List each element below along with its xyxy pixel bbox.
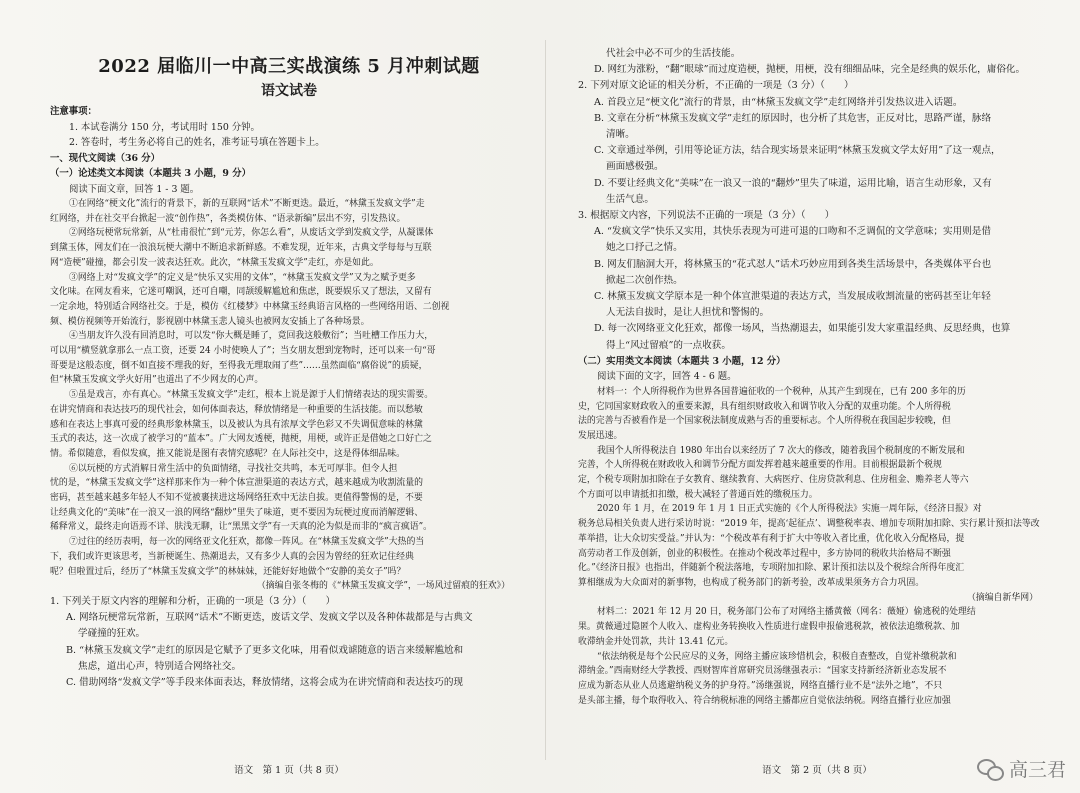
text-line: （摘编自张冬梅的《“林黛玉发疯文学”，一场风过留痕的狂欢》）: [256, 581, 510, 592]
text-line: 应成为新态从业人员逃避纳税义务的护身符。”汤继强说，网络直播行业不是“法外之地”，不只: [578, 680, 943, 691]
text-line: 材料一：个人所得税作为世界各国普遍征收的一个税种，从其产生到现在，已有 200 多年的历: [597, 386, 966, 397]
text-line: 是头部主播，每个取得收入、符合纳税标准的网络主播都应自觉依法纳税。网络直播行业应加强: [578, 695, 951, 706]
text-line: 注意事项：: [50, 106, 97, 117]
text-line: 玉式的表达，这一次成了被学习的“蓝本”。广大网友透梗，抛梗，用梗，或许正是借她之口好亡之: [50, 434, 432, 445]
text-line: 个方面可以申请抵扣扣缴，极大减轻了普通百姓的缴税压力。: [578, 489, 818, 500]
text-line: 她之口抒己之情。: [606, 242, 683, 254]
right-column-text: [578, 46, 1056, 708]
text-line: 焦虑，道出心声，特别适合网络社交。: [78, 660, 242, 672]
text-line: （二）实用类文本阅读（本题共 3 小题，12 分）: [578, 355, 786, 367]
watermark-text: 高三君: [1008, 758, 1066, 781]
text-line: 算相继成为大众面对的新事物，也构成了税务部门的新考验，改革成果须务方合力巩固。: [578, 578, 925, 588]
text-line: 感和在表达上事真可爱的经典形象林黛玉，以及被认为具有浓厚文学色彩又不失调侃意味的林黛: [50, 419, 423, 430]
text-line: 2. 答卷时，考生务必将自己的姓名，准考证号填在答题卡上。: [69, 137, 325, 148]
text-line: 一、现代文阅读（36 分）: [50, 152, 161, 164]
text-line: 稀释常义，最终走向语焉不详、肤浅无聊，让“黑黑文学”有一天真的沦为似是而非的“疯言疯语”。: [50, 522, 433, 533]
exam-subtitle: 语文试卷: [261, 83, 317, 99]
text-line: ⑥以玩梗的方式消解日常生活中的负面情绪，寻找社交共鸣，本无可厚非。但令人担: [69, 463, 398, 474]
text-line: C. 林黛玉发疯文学原本是一种个体宣泄渠道的表达方式，当发展成收割流量的密码甚至让年轻: [594, 291, 991, 303]
wechat-icon: [977, 757, 1003, 779]
text-line: A. 网络玩梗常玩常新，互联网“话术”不断更迭，废话文学、发疯文学以及各种体裁都是与古典文: [66, 612, 473, 624]
text-line: 果。黄薇通过隐匿个人收入、虚构业务转换收入性质进行虚假申报偷逃税款，被依法追缴税款、加: [578, 622, 960, 633]
text-line: 定，个税专项附加扣除在子女教育、继续教育、大病医疗、住房贷款利息、住房租金、赡养老人等六: [578, 475, 969, 486]
text-line: 化。”《经济日报》也指出，伴随新个税法落地，专项附加扣除、累计预扣法以及个税综合所得年度汇: [578, 563, 965, 574]
text-line: 3. 根据原文内容，下列说法不正确的一项是（3 分）（ ）: [578, 210, 835, 222]
text-line: 在讲究情商和表达技巧的现代社会，如何体面表达，释放情绪是一种重要的生活技能。而以愁敏: [50, 404, 423, 415]
text-line: 频、模仿视频等开始流行，影视剧中林黛玉悲人镜头也被网友安插上了各种场景。: [50, 316, 370, 327]
text-line: 掀起二次创作热。: [606, 274, 683, 286]
text-line: D. 每一次网络亚文化狂欢，都像一场风，当热潮退去，如果能引发大家重温经典、反思经典，也算: [594, 323, 1011, 335]
text-line: 史，它同国家财政收入的重要来源，具有组织财政收入和调节收入分配的双重功能。个人所得税: [578, 401, 951, 412]
text-line: 哥要是这般态度，倒不如直接不理我的好，至得我无理取闹了些”……虽然面临“腐俗说”的质疑，: [50, 360, 428, 371]
text-line: 高劳动者工作及创新，创业的积极性。在推动个税改革过程中，多方协同的税收共治格局不断强: [578, 548, 951, 559]
text-line: 清晰。: [606, 129, 635, 141]
text-line: 学碰撞的狂欢。: [78, 628, 146, 640]
text-line: 完善，个人所得税在财政收入和调节分配方面发挥着越来越重要的作用。目前根据最新个税规: [578, 460, 942, 471]
text-line: 法的完善与否被看作是一个国家税法制度成熟与否的重要标志。个人所得税在我国起步较晚，但: [578, 416, 951, 427]
text-line: A. 首段立足“梗文化”流行的背景，由“林黛玉发疯文学”走红网络并引发热议进入话题。: [594, 96, 963, 108]
text-line: 2020 年 1 月，在 2019 年 1 月 1 日正式实施的《个人所得税法》实施一周年际，《经济日报》对: [597, 504, 982, 515]
text-line: 一定余地，特别适合网络社交。于是，模仿《红楼梦》中林黛玉经典语言风格的一些网络用语、二创视: [50, 301, 450, 312]
text-line: 网“造梗”碰撞，都会引发一波表达狂欢。此次，“林黛玉发疯文学”走红，亦是如此。: [50, 257, 379, 268]
left-column-text: [50, 104, 528, 691]
text-line: ②网络玩梗常玩常新，从“杜甫很忙”到“元芳，你怎么看”，从废话文学到发疯文学，从凝课体: [69, 228, 434, 239]
text-line: 得上“风过留痕”的一点收获。: [606, 339, 731, 351]
text-line: B. 文章在分析“林黛玉发疯文学”走红的原因时，也分析了其危害，正反对比，思路严谨，脉络: [594, 112, 992, 124]
text-line: 1. 下列关于原文内容的理解和分析，正确的一项是（3 分）（ ）: [50, 595, 336, 607]
text-line: ①在网络“梗文化”流行的背景下，新的互联网“话术”不断更迭。最近，“林黛玉发疯文学”走: [69, 199, 425, 209]
text-line: A. “发疯文学”快乐又实用，其快乐表现为可进可退的口吻和不乏调侃的文学意味；实用则是借: [594, 226, 991, 238]
text-line: 呢？但啦置过后，经历了“林黛玉发疯文学”的林妹妹，还能好好地做个“安静的美女子”吗？: [50, 566, 406, 577]
text-line: “依法纳税是每个公民应尽的义务，网络主播应该珍惜机会，积极自查整改，自觉补缴税款和: [597, 651, 957, 662]
text-line: 到黛玉体，网友们在一浪浪玩梗大潮中不断追求新鲜感。不难发现，近年来，古典文学每每与互联: [50, 243, 432, 254]
text-line: 材料二：2021 年 12 月 20 日，税务部门公布了对网络主播黄薇（网名：薇娅）偷逃税的处理结: [597, 607, 976, 618]
text-line: C. 借助网络“发疯文学”等手段来体面表达，释放情绪，这将会成为在讲究情商和表达技巧的现: [66, 677, 464, 688]
text-line: ⑦过往的经历表明，每一次的网络亚文化狂欢，都像一阵风。在“林黛玉发疯文学”大热的当: [69, 537, 425, 548]
page-1-footer: 语文 第 1 页（共 8 页）: [234, 765, 344, 776]
text-line: 1. 本试卷满分 150 分，考试用时 150 分钟。: [69, 121, 260, 133]
text-line: 情。希似随意，看似发疯，推又能说是图有表情究感呢？在人际社交中，这是得体细品味。: [50, 448, 405, 459]
text-line: 代社会中必不可少的生活技能。: [606, 48, 741, 59]
text-line: D. 网红为涨粉，“翻”眼球”而过度造梗，抛梗，用梗，没有细细品味，完全是经典的娱乐化，庸俗化。: [594, 64, 1026, 76]
text-line: 阅读下面文章，回答 1 - 3 题。: [69, 183, 200, 195]
text-line: 但“林黛玉发疯文学火好用”也道出了不少网友的心声。: [50, 375, 264, 386]
text-line: （摘编自新华网）: [967, 592, 1038, 603]
text-line: 革举措，让大众切实受益。”并认为：“个税改革有利于扩大中等收入者比重，优化收入分配格局，提: [578, 533, 965, 544]
text-line: 让经典文化的“美味”在一浪又一浪的网络“翻炒”里失了味道，更不要因为玩梗过度而消解逻辑、: [50, 507, 424, 518]
exam-title: 2022 届临川一中高三实战演练 5 月冲刺试题: [98, 56, 480, 77]
text-line: D. 不要让经典文化“美味”在一浪又一浪的“翻炒”里失了味道，运用比喻，语言生动形象，又有: [594, 177, 992, 189]
text-line: ④当朋友许久没有回消息时，可以发“你大概是睡了，竟回我这般敷衍”；当吐槽工作压力大，: [69, 331, 434, 342]
text-line: 红网络，并在社交平台掀起一波“创作热”，各类模仿体、“语录新编”层出不穷，引发热议。: [50, 213, 406, 224]
text-line: C. 文章通过举例，引用等论证方法，结合现实场景来证明“林黛玉发疯文学太好用”了这一观点，: [594, 145, 1001, 157]
text-line: 文化味。在网友看来，它迷可嘲讽，还可自嘲，同颉缓解尴尬和焦虑，既要娱乐又了想法，又留有: [50, 287, 432, 298]
text-line: B. 网友们脑洞大开，将林黛玉的“花式怼人”话术巧妙应用到各类生活场景中，各类媒体平台也: [594, 258, 992, 270]
text-line: 阅读下面的文字，回答 4 - 6 题。: [597, 371, 737, 383]
page-2-footer: 语文 第 2 页（共 8 页）: [762, 765, 872, 776]
text-line: 2. 下列对原文论证的相关分析，不正确的一项是（3 分）（ ）: [578, 80, 854, 92]
text-line: 人无法自拔时，是让人担忧和警惕的。: [606, 307, 770, 319]
text-line: 可以用“横竖就拿那么一点工资，还要 24 小时使唤人了”；当女朋友想到宠物时，还可以来一句“哥: [50, 346, 436, 357]
text-line: 滞纳金。”西南财经大学教授、西财智库首席研究员汤继强表示：“国家支持新经济新业态发展不: [578, 666, 947, 677]
text-line: 密码，甚至越来越多年轻人不知不觉被裹挟进这场网络狂欢中无法自拔。更值得警惕的是，不要: [50, 493, 423, 504]
text-line: ⑤虽是戏言，亦有真心。“林黛玉发疯文学”走红，根本上说是源于人们情绪表达的现实需要。: [69, 390, 434, 401]
text-line: 忧的是，“林黛玉发疯文学”这样那来作为一种个体宣泄渠道的表达方式，越来越成为收割流量的: [50, 478, 423, 489]
text-line: ③网络上对“发疯文学”的定义是“快乐又实用的文体”，“林黛玉发疯文学”又为之赋予更多: [69, 272, 416, 283]
text-line: 我国个人所得税法自 1980 年出台以来经历了 7 次大的修改，随着我国个税制度的不断发展和: [597, 445, 965, 456]
text-line: 下，我们或许更该思考，当新梗诞生、热潮退去，又有多少人真的会因为曾经的狂欢记住经典: [50, 551, 414, 562]
text-line: 生活气息。: [606, 193, 654, 205]
text-line: （一）论述类文本阅读（本题共 3 小题，9 分）: [50, 168, 251, 179]
text-line: 发展迅速。: [578, 430, 623, 441]
text-line: 画面感极强。: [606, 161, 664, 173]
text-line: B. “林黛玉发疯文学”走红的原因是它赋予了更多文化味，用看似戏谑随意的语言来缓解尴尬和: [66, 644, 464, 656]
text-line: 税务总局相关负责人进行采访时说：“2019 年，提高‘起征点’、调整税率表、增加专项附加扣除、实行累计预扣法等改: [578, 519, 1040, 530]
column-divider: [545, 40, 546, 760]
text-line: 收滞纳金并处罚款，共计 13.41 亿元。: [578, 636, 734, 647]
watermark: [977, 754, 1066, 782]
